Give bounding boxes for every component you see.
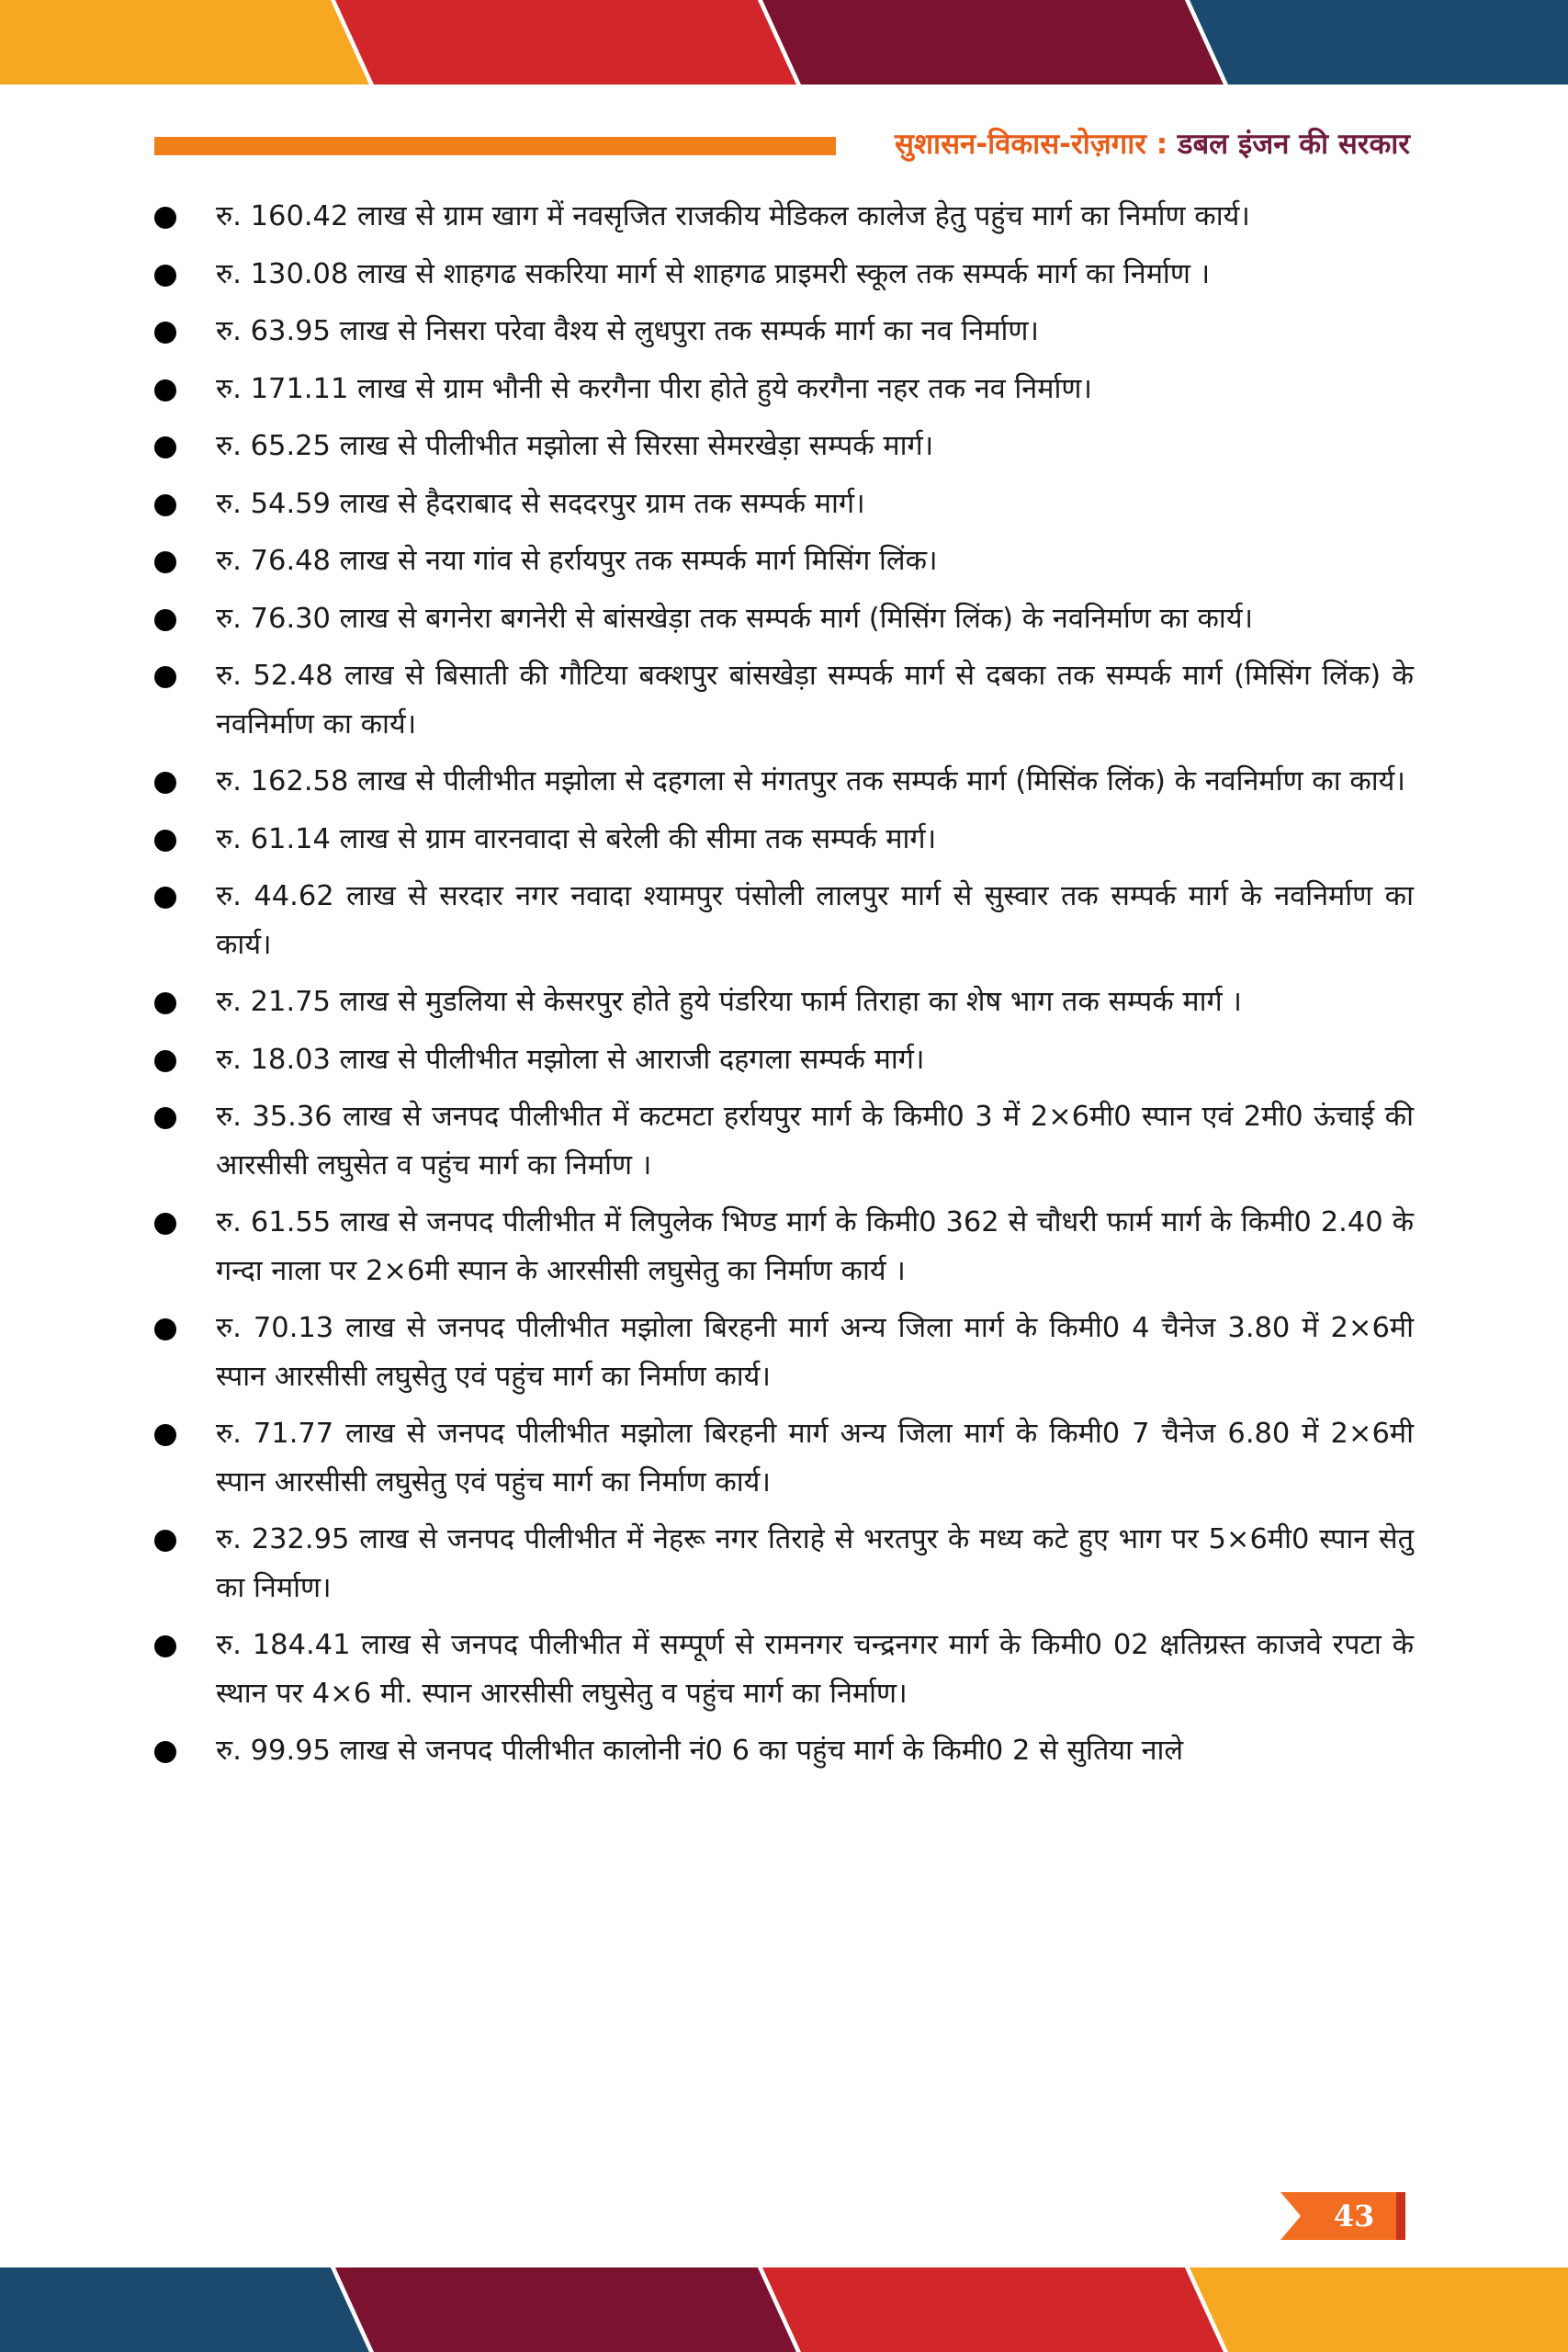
- list-item: [0, 1410, 1568, 1507]
- list-item: [0, 193, 1568, 242]
- bullet-icon: [154, 609, 176, 631]
- list-item-text: रु. 54.59 लाख से हैदराबाद से सददरपुर ग्राम तक सम्पर्क मार्ग।: [216, 487, 865, 520]
- list-item: [0, 978, 1568, 1027]
- list-item-text: रु. 65.25 लाख से पीलीभीत मझोला से सिरसा सेमरखेड़ा सम्पर्क मार्ग।: [216, 430, 934, 462]
- list-item-text: रु. 61.14 लाख से ग्राम वारनवादा से बरेली की सीमा तक सम्पर्क मार्ग।: [216, 822, 937, 855]
- list-item-text: रु. 130.08 लाख से शाहगढ सकरिया मार्ग से शाहगढ प्राइमरी स्कूल तक सम्पर्क मार्ग का निर्माण ।: [216, 257, 1211, 290]
- list-item: [0, 1516, 1568, 1612]
- list-item-text: रु. 184.41 लाख से जनपद पीलीभीत में सम्पूर्ण से रामनगर चन्द्रनगर मार्ग के किमी0 02 क्षतिग्रस्त काजवे रपटा के स्थान पर 4×6 मी. स्पान आरसीसी लघुसेतु व पहुंच मार्ग का निर्माण।: [216, 1629, 1414, 1710]
- list-item: [0, 1199, 1568, 1295]
- list-item: [0, 1305, 1568, 1401]
- page-number: 43: [1333, 2199, 1375, 2233]
- list-item: [0, 758, 1568, 807]
- list-item: [0, 1036, 1568, 1085]
- bullet-icon: [154, 1635, 176, 1657]
- bullet-icon: [154, 992, 176, 1014]
- running-header-part1: सुशासन-विकास-रोज़गार :: [895, 128, 1178, 161]
- list-item-text: रु. 63.95 लाख से निसरा परेवा वैश्य से लुधपुरा तक सम्पर्क मार्ग का नव निर्माण।: [216, 315, 1039, 347]
- list-item-text: रु. 70.13 लाख से जनपद पीलीभीत मझोला बिरहनी मार्ग अन्य जिला मार्ग के किमी0 4 चैनेज 3.80 में 2×6मी स्पान आरसीसी लघुसेतु एवं पहुंच मार्ग का निर्माण कार्य।: [216, 1312, 1414, 1393]
- list-item-text: रु. 99.95 लाख से जनपद पीलीभीत कालोनी नं0 6 का पहुंच मार्ग के किमी0 2 से सुतिया नाले: [216, 1735, 1184, 1767]
- list-item-text: रु. 44.62 लाख से सरदार नगर नवादा श्यामपुर पंसोली लालपुर मार्ग से सुस्वार तक सम्पर्क मार्ग के नवनिर्माण का कार्य।: [216, 880, 1414, 961]
- list-item-text: रु. 76.30 लाख से बगनेरा बगनेरी से बांसखेड़ा तक सम्पर्क मार्ग (मिसिंग लिंक) के नवनिर्माण का कार्य।: [216, 602, 1254, 635]
- list-item-text: रु. 61.55 लाख से जनपद पीलीभीत में लिपुलेक भिण्ड मार्ग के किमी0 362 से चौधरी फार्म मार्ग के किमी0 2.40 के गन्दा नाला पर 2×6मी स्पान के आरसीसी लघुसेतु का निर्माण कार्य ।: [216, 1206, 1414, 1287]
- bullet-icon: [154, 830, 176, 852]
- list-item: [0, 366, 1568, 414]
- bullet-icon: [154, 666, 176, 688]
- list-item-text: रु. 52.48 लाख से बिसाती की गौटिया बक्शपुर बांसखेड़ा सम्पर्क मार्ग से दबका तक सम्पर्क मार्ग (मिसिंग लिंक) के नवनिर्माण का कार्य।: [216, 660, 1414, 741]
- bullet-icon: [154, 1213, 176, 1235]
- list-item: [0, 595, 1568, 644]
- list-item-text: रु. 162.58 लाख से पीलीभीत मझोला से दहगला से मंगतपुर तक सम्पर्क मार्ग (मिसिंक लिंक) के नवनिर्माण का कार्य।: [216, 765, 1405, 797]
- bullet-icon: [154, 379, 176, 401]
- header-rule: [154, 137, 836, 155]
- list-item: [0, 1622, 1568, 1718]
- bottom-color-band: [0, 2267, 1568, 2352]
- list-item: [0, 537, 1568, 586]
- bullet-icon: [154, 436, 176, 458]
- bullet-icon: [154, 322, 176, 344]
- list-item: [0, 1093, 1568, 1190]
- bullet-icon: [154, 887, 176, 909]
- bullet-icon: [154, 1424, 176, 1446]
- list-item-text: रु. 21.75 लाख से मुडलिया से केसरपुर होते हुये पंडरिया फार्म तिराहा का शेष भाग तक सम्पर्क मार्ग ।: [216, 986, 1242, 1018]
- bullet-icon: [154, 1318, 176, 1340]
- top-color-band: [0, 0, 1568, 85]
- bullet-icon: [154, 772, 176, 794]
- bullet-icon: [154, 494, 176, 516]
- bullet-icon: [154, 551, 176, 573]
- bullet-icon: [154, 1050, 176, 1072]
- list-item-text: रु. 71.77 लाख से जनपद पीलीभीत मझोला बिरहनी मार्ग अन्य जिला मार्ग के किमी0 7 चैनेज 6.80 में 2×6मी स्पान आरसीसी लघुसेतु एवं पहुंच मार्ग का निर्माण कार्य।: [216, 1418, 1414, 1498]
- list-item-text: रु. 18.03 लाख से पीलीभीत मझोला से आराजी दहगला सम्पर्क मार्ग।: [216, 1043, 925, 1076]
- works-list-section: [0, 193, 1568, 1785]
- works-list: [0, 193, 1568, 1776]
- list-item: [0, 308, 1568, 356]
- running-header: [895, 121, 1410, 167]
- list-item: [0, 1727, 1568, 1776]
- bullet-icon: [154, 1107, 176, 1129]
- list-item-text: रु. 232.95 लाख से जनपद पीलीभीत में नेहरू नगर तिराहे से भरतपुर के मध्य कटे हुए भाग पर 5×6मी0 स्पान सेतु का निर्माण।: [216, 1523, 1414, 1604]
- list-item-text: रु. 35.36 लाख से जनपद पीलीभीत में कटमटा हर्रायपुर मार्ग के किमी0 3 में 2×6मी0 स्पान एवं 2मी0 ऊंचाई की आरसीसी लघुसेत व पहुंच मार्ग का निर्माण ।: [216, 1101, 1414, 1182]
- list-item: [0, 873, 1568, 969]
- list-item: [0, 816, 1568, 865]
- bullet-icon: [154, 1530, 176, 1552]
- list-item-text: रु. 76.48 लाख से नया गांव से हर्रायपुर तक सम्पर्क मार्ग मिसिंग लिंक।: [216, 545, 938, 577]
- list-item-text: रु. 171.11 लाख से ग्राम भौनी से करगैना पीरा होते हुये करगैना नहर तक नव निर्माण।: [216, 372, 1092, 405]
- bullet-icon: [154, 207, 176, 229]
- list-item: [0, 423, 1568, 471]
- list-item: [0, 481, 1568, 529]
- page-number-tab: [1280, 2192, 1405, 2240]
- bullet-icon: [154, 1741, 176, 1763]
- list-item: [0, 251, 1568, 300]
- running-header-part2: डबल इंजन की सरकार: [1177, 128, 1410, 161]
- list-item-text: रु. 160.42 लाख से ग्राम खाग में नवसृजित राजकीय मेडिकल कालेज हेतु पहुंच मार्ग का निर्माण कार्य।: [216, 200, 1250, 232]
- list-item: [0, 652, 1568, 749]
- bullet-icon: [154, 265, 176, 287]
